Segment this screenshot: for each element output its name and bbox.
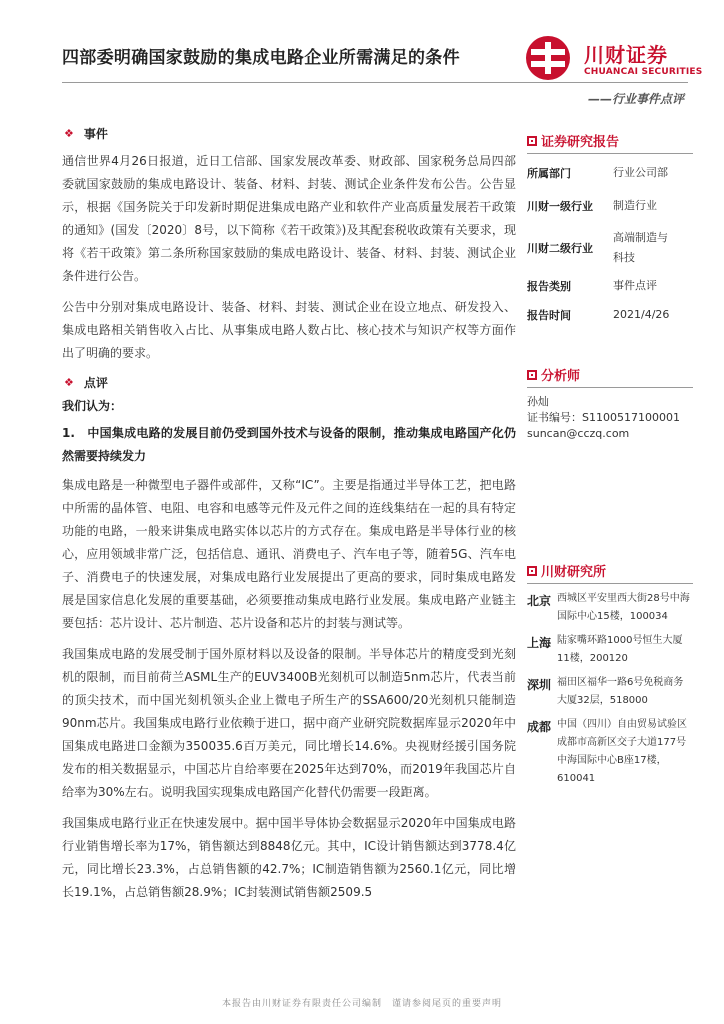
info-key: 川财二级行业 — [527, 242, 593, 255]
comment-paragraph-2: 我国集成电路的发展受制于国外原材料以及设备的限制。半导体芯片的精度受到光刻机的限制，而目前荷兰ASML生产的EUV3400B光刻机可以制造5nm芯片，代表当前的顶尖技术，而中国光刻机领头企业上微电子所生产的SSA600/20光刻机只能制造90nm芯片。我国集成电路行业依赖于进口，据中商产业研究院数据库显示2020年中国集成电路进口金额为350035.6百万美元，同比增长14.6%。央视财经援引国务院发布的相关数据显示，中国芯片自给率要在2025年达到70%，而2019年我国芯片自给率为30%左右。说明我国实现集成电路国产化替代仍需要一段距离。 — [62, 647, 516, 799]
report-info-heading — [527, 132, 693, 154]
location-address: 西城区平安里西大街28号中海国际中心15楼，100034 — [557, 593, 690, 622]
comment-paragraph-3: 我国集成电路行业正在快速发展中。据中国半导体协会数据显示2020年中国集成电路行业销售增长率为17%，销售额达到8848亿元。其中，IC设计销售额达到3778.4亿元，同比增长23.3%，占总销售额的42.7%；IC制造销售额为2560.1亿元，同比增长19.1%，占总销售额28.9%；IC封装测试销售额2509.5 — [62, 816, 516, 899]
info-value: 事件点评 — [613, 279, 657, 292]
report-subtitle: ——行业事件点评 — [587, 92, 684, 106]
report-info-heading-label: 证券研究报告 — [541, 135, 620, 150]
location-address: 陆家嘴环路1000号恒生大厦11楼，200120 — [557, 635, 683, 664]
info-key: 川财一级行业 — [527, 200, 593, 213]
location-city: 上海 — [527, 636, 552, 650]
info-key: 所属部门 — [527, 167, 571, 180]
info-value: 2021/4/26 — [613, 308, 670, 321]
info-key: 报告时间 — [527, 309, 571, 322]
chuancai-logo-icon — [522, 33, 574, 83]
location-row — [527, 674, 693, 716]
location-city: 成都 — [527, 720, 552, 734]
info-value: 行业公司部 — [613, 166, 668, 179]
point-1-heading: 1. 中国集成电路的发展目前仍受到国外技术与设备的限制，推动集成电路国产化仍然需要持续发力 — [62, 426, 516, 463]
company-logo — [522, 33, 702, 83]
analyst-icon — [527, 370, 537, 380]
analyst-heading-label: 分析师 — [541, 369, 581, 384]
info-row-date — [527, 302, 693, 328]
location-row — [527, 590, 693, 632]
sidebar — [527, 132, 693, 788]
info-value: 高端制造与科技 — [613, 231, 668, 264]
info-value: 制造行业 — [613, 199, 657, 212]
event-heading-label: 事件 — [83, 126, 108, 141]
analyst-cert: 证书编号：S1100517100001 — [527, 411, 680, 424]
event-paragraph-1: 通信世界4月26日报道，近日工信部、国家发展改革委、财政部、国家税务总局四部委就国家鼓励的集成电路设计、装备、材料、封装、测试企业条件发布公告。公告显示，根据《国务院关于印发新时期促进集成电路产业和软件产业高质量发展若干政策的通知》(国发〔2020〕8号，以下简称《若干政策》)及其配套税收政策有关要求，现将《若干政策》第二条所称国家鼓励的集成电路设计、装备、材料、封装、测试企业条件进行公告。 — [62, 154, 516, 283]
diamond-bullet-icon: ❖ — [64, 126, 74, 140]
info-row-category — [527, 270, 693, 302]
comment-paragraph-1: 集成电路是一种微型电子器件或部件，又称“IC”。主要是指通过半导体工艺，把电路中所需的晶体管、电阻、电容和电感等元件及元件之间的连线集结在一起的具有特定功能的电路，一般来讲集成电路实体以芯片的方式存在。集成电路是半导体行业的核心，应用领域非常广泛，包括信息、通讯、消费电子、汽车电子等，随着5G、汽车电子、消费电子的快速发展，对集成电路行业发展提出了更高的要求，同时集成电路发展是国家信息化发展的重要基础，必须要推动集成电路行业发展。集成电路产业链主要包括：芯片设计、芯片制造、芯片设备和芯片的封装与测试等。 — [62, 478, 516, 630]
analyst-name: 孙灿 — [527, 395, 549, 408]
we-think-label: 我们认为： — [62, 399, 123, 413]
comment-section-heading — [62, 373, 516, 391]
location-row — [527, 632, 693, 674]
event-paragraph-2: 公告中分别对集成电路设计、装备、材料、封装、测试企业在设立地点、研发投入、集成电路相关销售收入占比、从事集成电路人数占比、核心技术与知识产权等方面作出了明确的要求。 — [62, 300, 516, 360]
analyst-heading — [527, 366, 693, 388]
info-row-department — [527, 160, 693, 186]
main-content — [62, 124, 516, 904]
diamond-bullet-icon: ❖ — [64, 375, 74, 389]
logo-text-en: CHUANCAI SECURITIES — [584, 67, 703, 77]
location-city: 深圳 — [527, 678, 552, 692]
location-address: 福田区福华一路6号免税商务大厦32层，518000 — [557, 677, 684, 706]
header-divider — [62, 82, 688, 83]
analyst-email[interactable]: suncan@cczq.com — [527, 427, 630, 440]
logo-text-cn: 川财证券 — [584, 43, 668, 67]
location-row — [527, 716, 693, 788]
info-key: 报告类别 — [527, 280, 571, 293]
location-city: 北京 — [527, 594, 552, 608]
info-row-industry-2 — [527, 226, 693, 270]
page-footer: 本报告由川财证券有限责任公司编制 谨请参阅尾页的重要声明 — [221, 999, 502, 1009]
info-row-industry-1 — [527, 186, 693, 226]
event-section-heading — [62, 124, 516, 142]
institute-heading-label: 川财研究所 — [541, 565, 607, 580]
institute-heading — [527, 562, 693, 584]
institute-icon — [527, 566, 537, 576]
comment-heading-label: 点评 — [83, 375, 108, 390]
location-address: 中国（四川）自由贸易试验区成都市高新区交子大道177号中海国际中心B座17楼，610041 — [557, 719, 687, 784]
report-icon — [527, 136, 537, 146]
report-title: 四部委明确国家鼓励的集成电路企业所需满足的条件 — [62, 48, 460, 68]
